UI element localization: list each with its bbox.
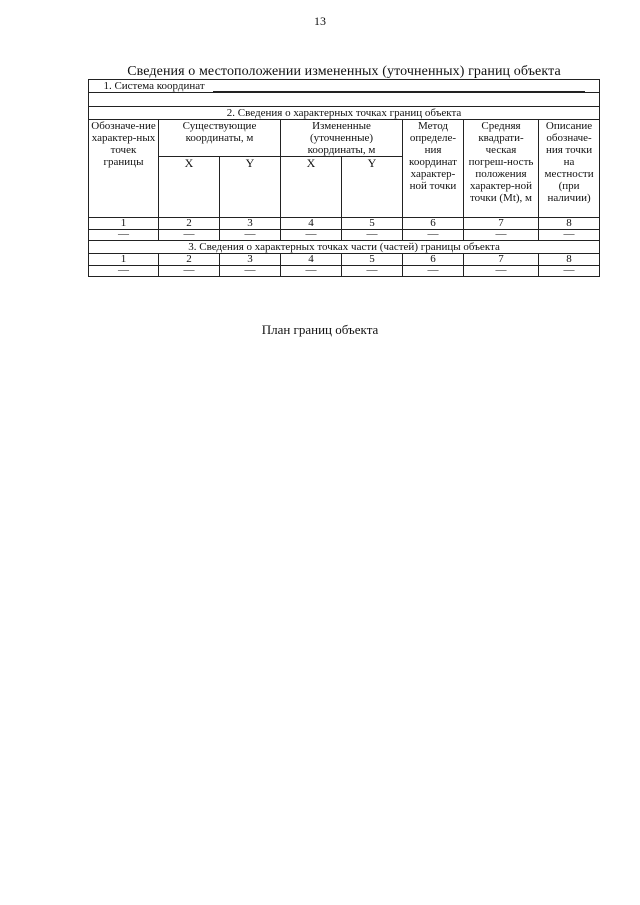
changed-x-header: X <box>281 157 342 218</box>
header-method: Метод определе-ния координат характер-ной точки <box>403 120 464 218</box>
column-number: 2 <box>159 254 220 266</box>
column-number: 5 <box>342 218 403 230</box>
dash-cell: — <box>464 266 539 277</box>
dash-cell: — <box>220 230 281 241</box>
header-mean-square-error: Средняя квадрати-ческая погреш-ность положения характер-ной точки (Mt), м <box>464 120 539 218</box>
existing-y-header: Y <box>220 157 281 218</box>
column-number: 4 <box>281 218 342 230</box>
page-number: 13 <box>314 14 326 28</box>
dash-cell: — <box>403 230 464 241</box>
dash-cell: — <box>342 266 403 277</box>
section3-data-row <box>89 266 600 277</box>
column-number: 6 <box>403 218 464 230</box>
section3-column-numbers-row <box>89 254 600 266</box>
dash-cell: — <box>403 266 464 277</box>
header-point-description: Описание обозначе-ния точки на местности (при наличии) <box>539 120 600 218</box>
dash-cell: — <box>159 266 220 277</box>
coordinate-system-label: 1. Система координат <box>103 80 205 92</box>
section3-title: 3. Сведения о характерных точках части (частей) границы объекта <box>89 241 600 254</box>
column-number: 6 <box>403 254 464 266</box>
dash-cell: — <box>539 230 600 241</box>
dash-cell: — <box>89 230 159 241</box>
header-existing-coordinates: Существующие координаты, м <box>159 120 281 157</box>
column-number: 1 <box>89 218 159 230</box>
column-number: 8 <box>539 218 600 230</box>
section2-title: 2. Сведения о характерных точках границ объекта <box>89 107 600 120</box>
column-number: 5 <box>342 254 403 266</box>
section2-data-row <box>89 230 600 241</box>
column-number: 1 <box>89 254 159 266</box>
empty-row <box>89 93 600 107</box>
coordinate-system-blank-line <box>213 81 585 92</box>
header-point-designation: Обозначе-ние характер-ных точек границы <box>89 120 159 218</box>
dash-cell: — <box>89 266 159 277</box>
column-number: 7 <box>464 218 539 230</box>
section3-title-row <box>89 241 600 254</box>
section2-title-row <box>89 107 600 120</box>
column-number: 2 <box>159 218 220 230</box>
existing-x-header: X <box>159 157 220 218</box>
section2-column-numbers-row <box>89 218 600 230</box>
header-changed-coordinates: Измененные (уточненные) координаты, м <box>281 120 403 157</box>
dash-cell: — <box>281 266 342 277</box>
section2-header-row <box>89 120 600 157</box>
plan-title: План границ объекта <box>261 322 379 337</box>
dash-cell: — <box>281 230 342 241</box>
changed-y-header: Y <box>342 157 403 218</box>
coordinate-system-row <box>89 80 600 93</box>
column-number: 4 <box>281 254 342 266</box>
dash-cell: — <box>464 230 539 241</box>
dash-cell: — <box>539 266 600 277</box>
dash-cell: — <box>342 230 403 241</box>
dash-cell: — <box>220 266 281 277</box>
boundary-points-table <box>88 79 600 277</box>
dash-cell: — <box>159 230 220 241</box>
column-number: 8 <box>539 254 600 266</box>
column-number: 3 <box>220 254 281 266</box>
document-title: Сведения о местоположении измененных (уточненных) границ объекта <box>127 64 561 79</box>
column-number: 7 <box>464 254 539 266</box>
column-number: 3 <box>220 218 281 230</box>
